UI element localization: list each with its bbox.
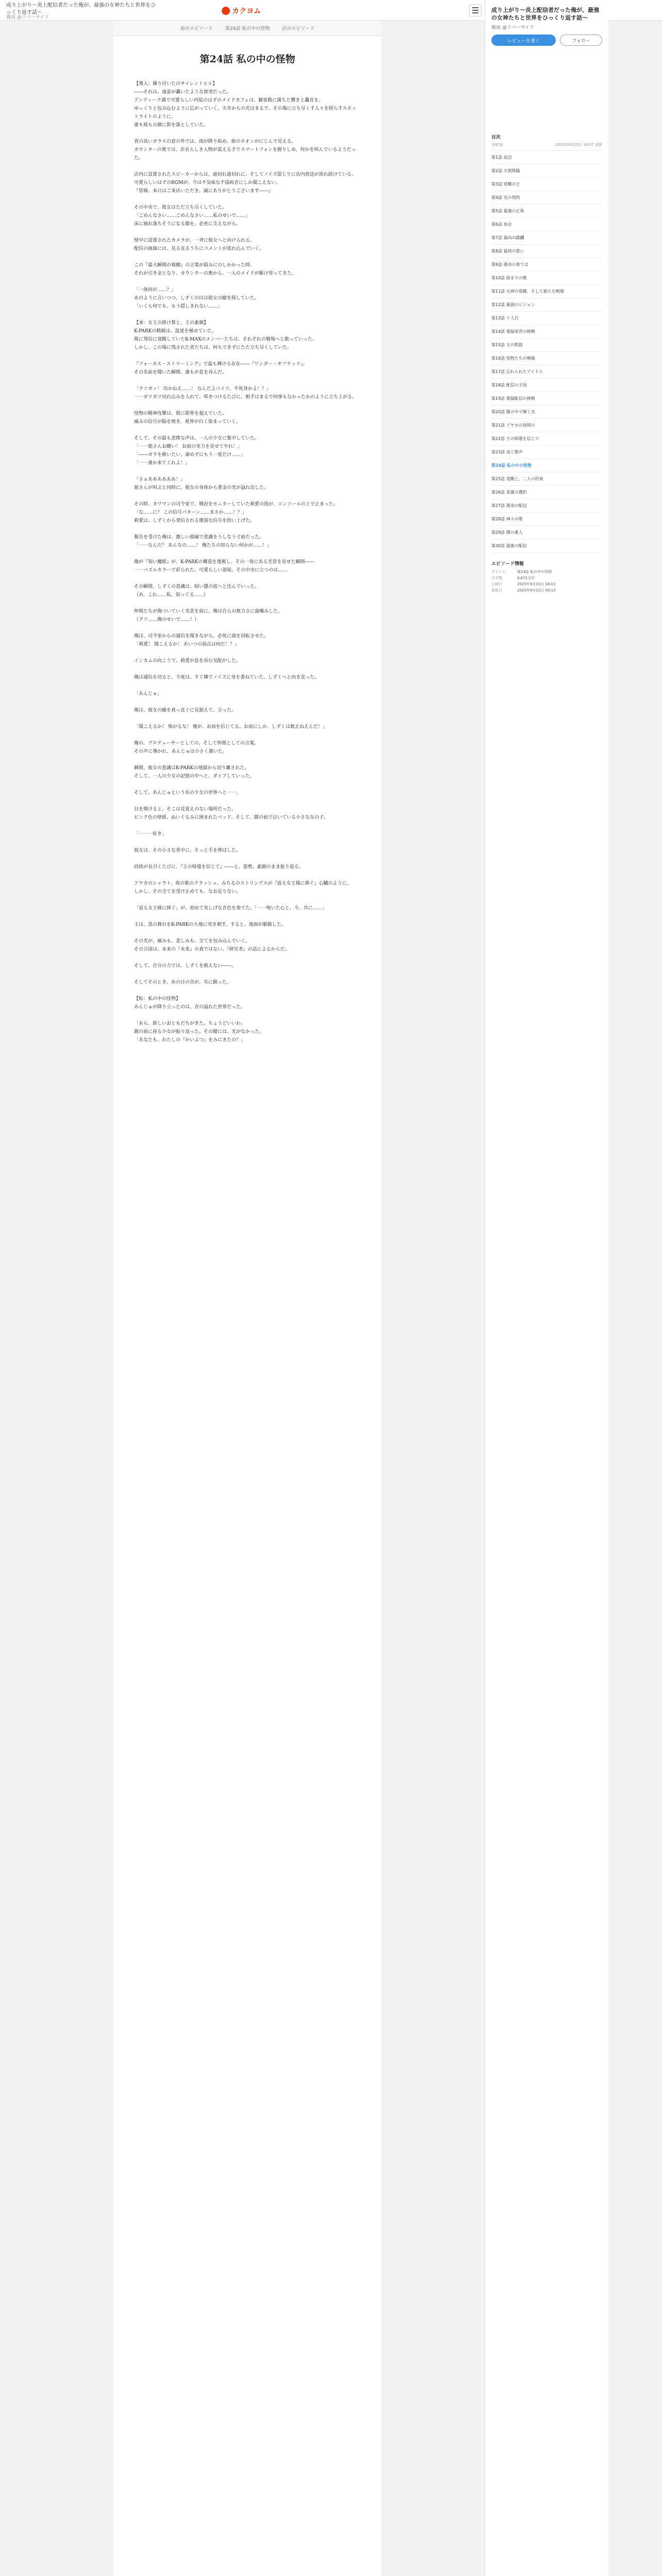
review-button[interactable]: レビューを書く — [491, 35, 556, 46]
body-paragraph — [134, 698, 361, 706]
body-paragraph: インカムの向こうで、莉愛が息を呑む気配がした。 — [134, 658, 241, 664]
episode-title: 第24話 私の中の怪物 — [200, 54, 295, 65]
body-paragraph: ピンク色の壁紙、ぬいぐるみに囲まれたベッド、そして、鏡の前で泣いている小さな女の子。 — [134, 815, 328, 820]
toc-item[interactable]: 第7話 最凶の蹂躙 — [491, 231, 602, 245]
body-paragraph — [134, 311, 361, 319]
info-value: 第24話 私の中の怪物 — [517, 570, 552, 574]
body-paragraph: 「さぁああああああ！」 — [134, 477, 186, 482]
sidebar — [485, 0, 608, 2576]
body-paragraph: その名前を聞いた瞬間、誰もが息を呑んだ。 — [134, 370, 227, 375]
toc-item[interactable]: 第28話 神々の歌 — [491, 513, 602, 526]
toc-item[interactable]: 第20話 闇の中で輝く光 — [491, 405, 602, 419]
nav-current-title: 第24話 私の中の怪物 — [225, 26, 270, 31]
info-row — [491, 581, 602, 587]
toc-item[interactable]: 第13話 十人目 — [491, 312, 602, 325]
body-paragraph — [134, 195, 361, 204]
body-paragraph — [134, 715, 361, 723]
episode-info — [485, 569, 608, 594]
info-row — [491, 587, 602, 594]
toc-item[interactable]: 第4話 光の契約 — [491, 191, 602, 205]
toc-item[interactable]: 第3話 覚醒の王 — [491, 178, 602, 191]
body-paragraph: 俺は通信を切ると、今度は、すぐ隣でノイズに身を委ねていた、しずくへと向き直った。 — [134, 675, 319, 680]
toc-item[interactable]: 第22話 王の帰還を信じて — [491, 432, 602, 446]
toc-item[interactable]: 第16話 怪物たちの戦線 — [491, 352, 602, 365]
body-paragraph: その合図は、未来の『未来』の真ではない。『研究者』の話によるからだ。 — [134, 947, 290, 952]
toc-item[interactable]: 第19話 電脳配信の挑戦 — [491, 392, 602, 405]
info-key: 更新日 — [491, 588, 502, 592]
body-paragraph: 店内に設置されたスピーカーからは、遠切れ遠切れに、そしてノイズ混じりに店内放送が流れ続けている。 — [134, 172, 356, 177]
body-paragraph: 「莉愛！ 聞こえるか！ あいつの弱点は何だ！？」 — [134, 642, 239, 647]
body-paragraph — [134, 574, 361, 583]
body-paragraph — [134, 838, 361, 846]
body-paragraph: 「あなたも、わたしの『かいぶつ』をみにきたの？」 — [134, 1038, 246, 1043]
body-paragraph: 報告を受けた俺は、激しい頭痛で意識をうしなう寸前だった。 — [134, 535, 264, 540]
body-paragraph: 「あら、新しいおともだちがきた。ちょうどいいわ」 — [134, 1021, 246, 1026]
body-paragraph: 仲間たちが傷ついていく光景を前に、俺は自らの無力さに歯噛みした。 — [134, 609, 283, 614]
sidebar-actions — [491, 35, 602, 46]
body-paragraph: そして、自分の力では、しずくを救えない――。 — [134, 963, 236, 969]
toc-item[interactable]: 第17話 忘れられたアイドル — [491, 365, 602, 379]
body-paragraph: 「な……に？ この信号パターン……まさか……！？」 — [134, 510, 247, 515]
body-paragraph: 『皆様、本日はご来店いただき、誠にありがとうございます――』 — [134, 189, 273, 194]
body-paragraph: その光が、痛みも、悲しみも、全てを包み込んでいく。 — [134, 939, 250, 944]
body-paragraph — [134, 987, 361, 995]
body-paragraph — [134, 377, 361, 385]
toc-meta — [491, 142, 602, 151]
body-paragraph — [134, 665, 361, 673]
body-paragraph: 彼女は、その小さな背中に、そっと手を伸ばした。 — [134, 848, 241, 853]
body-paragraph — [134, 954, 361, 962]
body-paragraph: 「あんじゅ」 — [134, 691, 162, 697]
toc-item[interactable]: 第27話 運命の配信 — [491, 499, 602, 513]
body-paragraph — [134, 896, 361, 904]
toc-item[interactable]: 第10話 始まりの歌 — [491, 272, 602, 285]
follow-button[interactable]: フォロー — [560, 35, 602, 46]
body-paragraph: 俺が『知い魔眼』が、K-PARKの構造を透視し、その一角にある光景を見せた瞬間―― — [134, 560, 315, 565]
body-paragraph — [134, 929, 361, 937]
next-episode-link[interactable]: 次のエピソード — [282, 26, 315, 31]
body-paragraph: 【転：私の中の怪物】 — [134, 996, 181, 1002]
body-paragraph: 【導入：隣り付いたのサイレントヒル】 — [134, 81, 218, 87]
toc-item[interactable]: 第30話 最後の配信 — [491, 539, 602, 553]
toc-count: 全87話 — [491, 143, 503, 147]
body-paragraph: 俺の、プロデューサーとしての、そして仲間としての言葉。 — [134, 741, 259, 746]
info-key: タイトル — [491, 570, 506, 574]
body-paragraph: 「聞こえるか！ 怖がるな！ 俺が、お前を信じてる。お前にしか、しずくは救えねえんだ！」 — [134, 724, 327, 730]
body-paragraph: 「一一なんだ？ あんなの……！ 俺たちの知らない何かが……！」 — [134, 543, 272, 548]
body-paragraph: しかし、その全てを受け止めても、なお足りない。 — [134, 889, 241, 894]
toc-item[interactable]: 第23話 炎と歌声 — [491, 446, 602, 459]
body-paragraph: 莉愛は、しずくから発信される微弱な信号を拾い上げた。 — [134, 518, 255, 523]
body-paragraph: 持続が長引くたびに、『王の帰還を信じて』――と、姿勢、素顔のまま振り返る。 — [134, 865, 304, 870]
body-paragraph: 「一一一好き」 — [134, 832, 167, 837]
toc-item[interactable]: 第5話 最強の正体 — [491, 205, 602, 218]
logo-text: カクヨム — [232, 7, 261, 15]
body-paragraph — [134, 525, 361, 533]
body-paragraph — [134, 278, 361, 286]
body-paragraph — [134, 756, 361, 764]
site-logo[interactable] — [222, 6, 261, 16]
info-value: 2025年9月10日 18:01 — [517, 582, 556, 586]
body-paragraph: アンティーク調で可愛らしい内装のはずのメイドカフェは、観客数に満ちた響きと轟音を、 — [134, 98, 324, 103]
toc-item[interactable]: 第6話 再会 — [491, 218, 602, 231]
body-paragraph — [134, 970, 361, 978]
toc-item[interactable]: 第1話 底辺 — [491, 151, 602, 164]
toc-item[interactable]: 第11話 女神の覚醒、そして新たな戦場 — [491, 285, 602, 298]
episode-nav — [113, 21, 382, 36]
body-paragraph: 目を開けると、そこは見覚えのない場所だった。 — [134, 807, 237, 812]
body-paragraph — [134, 426, 361, 434]
body-paragraph: 「クソガッ！ 出かねえ……！ なんだよコイツ、不死身かよ！？」 — [134, 386, 271, 392]
body-paragraph — [134, 129, 361, 138]
body-paragraph — [134, 599, 361, 607]
body-paragraph: 一一ガツガツ切れ込みを入れて、叩きつけるたびに、相手はまるで何事もなかったかのように立ち上がる。 — [134, 395, 357, 400]
body-paragraph: その中央で、彼女はただ立ち尽くしていた。 — [134, 205, 227, 210]
body-paragraph — [134, 352, 361, 360]
body-paragraph: 怪物の精神攻撃は、既に限界を超えていた。 — [134, 411, 227, 416]
info-heading: エピソード情報 — [491, 562, 524, 567]
body-paragraph: その瞬間、しずくの意識は、暗い闇の底へと沈んでいった。 — [134, 584, 260, 589]
info-value: 2025年9月12日 09:10 — [517, 588, 556, 592]
body-paragraph: （あ、これ……私、知ってる……） — [134, 592, 208, 598]
body-paragraph: 俺は、彼女の瞳を真っ直ぐに見据えて、言った。 — [134, 708, 236, 713]
body-paragraph: あんじゅが降り立ったのは、音の溢れた世界だった。 — [134, 1005, 246, 1010]
info-key: 公開日 — [491, 582, 502, 586]
prev-episode-link[interactable]: 前のエピソード — [180, 26, 213, 31]
body-paragraph: 一一パズルカラーで彩られた、可愛らしい部屋。その中央に立つのは…… — [134, 568, 288, 573]
body-paragraph — [134, 1011, 361, 1020]
body-paragraph: 可愛らしいはずのBGMが、今は不気味な不協和音にしか聞こえない。 — [134, 180, 281, 185]
toc-item[interactable]: 第12話 最弱のビジョン — [491, 298, 602, 312]
body-paragraph: 既に発信に覚醒していたK-MAXのメンバーたちは、それぞれの戦場へと散っていった。 — [134, 337, 317, 342]
hamburger-menu-icon[interactable] — [469, 4, 482, 16]
body-paragraph: K-PARKの精鋭は、混迷を極めていた。 — [134, 329, 217, 334]
body-paragraph: そしてそのとき、あの日の音が、耳に蘇った。 — [134, 980, 231, 985]
body-paragraph: アヤカのシャウト、夜の歌のクラッシュ、みちるのストリングスが『返る女王様に捧ぐ』心臓のように、 — [134, 881, 352, 886]
body-paragraph: この『最大瞬間の視聴』の言葉が霞みにのしかかった時、 — [134, 263, 255, 268]
body-paragraph — [134, 492, 361, 500]
body-paragraph: 『フォーカス・ストリーミング』で最も輝ける存在――『ワンダー・ギフテッド』。 — [134, 362, 308, 367]
body-paragraph: 姐さんが叫ぶと同時に、彼女の身体から黄金の光が溢れ出した。 — [134, 485, 269, 490]
sidebar-work-title[interactable]: 成り上がり〜炎上配信者だった俺が、最強の女神たちと世界をひっくり返す話〜 — [491, 7, 599, 21]
toc-item[interactable]: 第21話 アヤカの夜明け — [491, 419, 602, 432]
work-title[interactable]: 成り上がり〜炎上配信者だった俺が、最強の女神たちと世界をひっくり返す話〜 — [6, 3, 156, 15]
body-paragraph: 配信の画面には、見る見るうちにコメントが流れ込んでいく。 — [134, 246, 264, 251]
body-paragraph: 「――ガラを救いたい。諦めずにもう一度だけ……」 — [134, 452, 246, 457]
toc-updated: 2025年9月25日 18:07 更新 — [555, 143, 602, 147]
body-paragraph: そして、その最も悲惨な声は、一人の少女に集中していた。 — [134, 436, 259, 441]
body-paragraph: 「ごめんなさい……ごめんなさい……私のせいで……」 — [134, 213, 251, 218]
body-paragraph — [134, 550, 361, 558]
toc-item[interactable]: 第2話 天使降臨 — [491, 164, 602, 178]
body-paragraph — [134, 401, 361, 410]
body-paragraph: 痛みの信号が脳を焼き、視界が白く染まっていく。 — [134, 419, 241, 425]
body-paragraph: 「いくら何でも、もう隠しきれない……」 — [134, 304, 223, 309]
info-value: 8,872文字 — [517, 576, 535, 580]
body-paragraph: 瞬間、彼女の意識はK-PARKの地獄から切り離された。 — [134, 766, 250, 771]
body-paragraph — [134, 162, 361, 171]
toc-item[interactable]: 第25話 覚醒と、二人の約束 — [491, 472, 602, 486]
info-key: 文字数 — [491, 576, 502, 580]
body-paragraph — [134, 253, 361, 261]
body-paragraph: ゆっくりと包み込むように広がっていく。天井からの光はまるで、その場に立ち尽くす人々を照らすスポットライトのように、 — [134, 106, 357, 120]
body-paragraph: そして、一人の少女の記憶の中へと、ダイブしていった。 — [134, 774, 255, 779]
body-paragraph — [134, 822, 361, 830]
toc-item[interactable]: 第15話 王の凱旋 — [491, 338, 602, 352]
body-paragraph: 誰も彼もの顔に影を落としていた。 — [134, 123, 209, 128]
body-paragraph — [134, 855, 361, 863]
body-paragraph: あのように言いつつ、しずくの目は彼女の瞳を探していた。 — [134, 296, 259, 301]
toc-heading: 目次 — [491, 135, 501, 140]
toc-list — [491, 151, 602, 553]
toc-item[interactable]: 第24話 私の中の怪物 — [491, 459, 602, 472]
body-paragraph — [134, 912, 361, 921]
body-paragraph — [134, 682, 361, 690]
sidebar-author[interactable]: 霧雨 @リバーサイド — [491, 25, 534, 30]
body-paragraph — [134, 871, 361, 879]
body-paragraph: しかし、この場に残された者たちは、何もできずにただ立ち尽くしていた。 — [134, 345, 292, 350]
body-paragraph: 「一体何が……？」 — [134, 287, 176, 293]
body-paragraph: それが引き金となり、カウンターの奥から、一人のメイドが駆け寄ってきた。 — [134, 271, 296, 276]
body-paragraph: 鏡の前に座る少女が振り返った。その瞳には、光がなかった。 — [134, 1029, 264, 1035]
body-paragraph: ――それは、遠雷が轟いたような唐突だった。 — [134, 90, 232, 95]
toc-item[interactable]: 第18話 配信の王国 — [491, 379, 602, 392]
body-paragraph: そして、あんじゅという名の少女の世界へと一一。 — [134, 790, 241, 795]
body-paragraph: 「返る女王様に捧ぐ」が、初めて実しげな音色を奏でた。「一一呪いた心と、今、共に……」 — [134, 906, 327, 911]
toc-item[interactable]: 第29話 闇の番人 — [491, 526, 602, 539]
body-paragraph: 「一一姐さんお願い！ お前の実力を見せてやれ！」 — [134, 444, 242, 449]
body-paragraph: その声に導かれ、あんじゅは小さく頷いた。 — [134, 749, 227, 754]
body-paragraph — [134, 467, 361, 476]
body-paragraph: 【承：女王の掛け算と、王の素顔】 — [134, 320, 209, 326]
body-paragraph: 王は、黒の舞台をK-PARKの大地に突き刺す。すると、地面が脈動した。 — [134, 922, 286, 927]
episode-body — [113, 80, 382, 1044]
toc-item[interactable]: 第14話 電脳迷宮の挑戦 — [491, 325, 602, 338]
body-paragraph: 背の高いガラスの窓の外では、雨が降り始め、街のネオンがにじんで見える。 — [134, 139, 296, 144]
body-paragraph — [134, 649, 361, 657]
body-paragraph: （クソ……俺のせいで……！） — [134, 617, 200, 622]
toc-item[interactable]: 第8話 最初の誓い — [491, 245, 602, 258]
logo-icon — [222, 7, 230, 15]
body-paragraph — [134, 624, 361, 632]
body-paragraph: その時、タワマンの司令室で、戦況をモニターしていた莉愛の指が、コンソールの上で止まった。 — [134, 502, 338, 507]
body-paragraph — [134, 228, 361, 236]
body-paragraph — [134, 781, 361, 789]
toc-item[interactable]: 第26話 英雄の選択 — [491, 486, 602, 499]
body-paragraph — [134, 797, 361, 805]
body-paragraph — [134, 731, 361, 739]
body-paragraph: 俺は、司令室からの通信を聞きながら、必死に頭を回転させた。 — [134, 634, 269, 639]
body-paragraph: 壁中に設置されたカメラが、一斉に彼女へと向けられる。 — [134, 238, 255, 243]
work-author[interactable]: 霧雨 @リバーサイド — [6, 15, 49, 20]
toc-item[interactable]: 第9話 運命の果ては — [491, 258, 602, 272]
info-row — [491, 575, 602, 581]
reader-main — [113, 21, 382, 2576]
body-paragraph: 「一一誰か来てくれよ！」 — [134, 461, 190, 466]
body-paragraph: カウンターの奥では、店長らしき人物が震える手でスマートフォンを握りしめ、何かを叫んでいるようだった。 — [134, 147, 356, 161]
info-row — [491, 569, 602, 575]
body-paragraph: 床に崩れ落ちそうになる膝を、必死に支えながら。 — [134, 222, 241, 227]
